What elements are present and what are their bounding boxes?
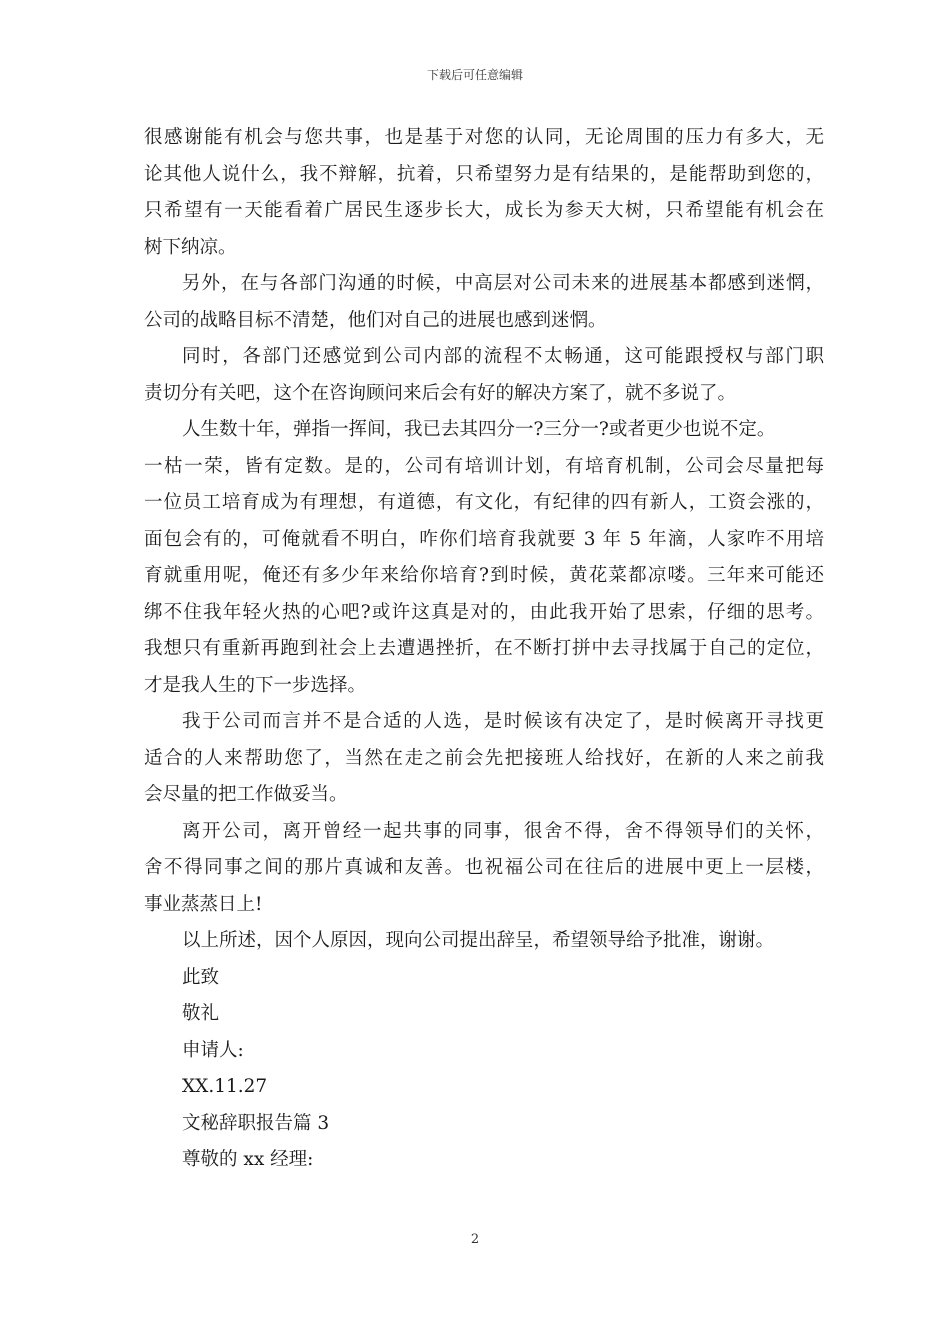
paragraph-line: 树下纳凉。	[144, 236, 237, 258]
paragraph-line: 只希望有一天能看着广居民生逐步长大，成长为参天大树，只希望能有机会在	[144, 200, 824, 221]
paragraph-line: 人生数十年，弹指一挥间，我已去其四分一?三分一?或者更少也说不定。	[182, 419, 776, 440]
paragraph-line: 育就重用呢，俺还有多少年来给你培育?到时候，黄花菜都凉喽。三年来可能还	[144, 565, 824, 586]
paragraph-line: 一枯一荣，皆有定数。是的，公司有培训计划，有培育机制，公司会尽量把每	[144, 455, 824, 477]
paragraph-line: 事业蒸蒸日上!	[144, 893, 263, 915]
page-number: 2	[470, 1232, 480, 1247]
paragraph-line: 以上所述，因个人原因，现向公司提出辞呈，希望领导给予批准，谢谢。	[182, 930, 775, 951]
paragraph-line: 才是我人生的下一步选择。	[144, 674, 367, 696]
paragraph-line: 舍不得同事之间的那片真诚和友善。也祝福公司在往后的进展中更上一层楼，	[144, 857, 824, 878]
paragraph-line: 一位员工培育成为有理想，有道德，有文化，有纪律的四有新人，工资会涨的，	[144, 492, 824, 513]
paragraph-line: 公司的战略目标不清楚，他们对自己的进展也感到迷惘。	[144, 309, 607, 331]
paragraph-line: 离开公司，离开曾经一起共事的同事，很舍不得，舍不得领导们的关怀，	[182, 820, 824, 842]
paragraph-line: 会尽量的把工作做妥当。	[144, 784, 348, 805]
paragraph-line: 我于公司而言并不是合适的人选，是时候该有决定了，是时候离开寻找更	[182, 711, 824, 732]
paragraph-line: 另外，在与各部门沟通的时候，中高层对公司未来的进展基本都感到迷惘，	[182, 273, 824, 294]
paragraph-line: 绑不住我年轻火热的心吧?或许这真是对的，由此我开始了思索，仔细的思考。	[144, 601, 824, 623]
document-body	[144, 120, 824, 1179]
section-title: 文秘辞职报告篇 3	[182, 1112, 330, 1134]
paragraph-line: 我想只有重新再跑到社会上去遭遇挫折，在不断打拼中去寻找属于自己的定位，	[144, 638, 824, 659]
greeting-line: 尊敬的 xx 经理:	[182, 1149, 314, 1170]
paragraph-line: 适合的人来帮助您了，当然在走之前会先把接班人给找好，在新的人来之前我	[144, 747, 824, 769]
paragraph-line: 论其他人说什么，我不辩解，抗着，只希望努力是有结果的，是能帮助到您的，	[144, 163, 824, 185]
paragraph-line: 面包会有的，可俺就看不明白，咋你们培育我就要 3 年 5 年滴，人家咋不用培	[144, 528, 824, 550]
closing-regards: 敬礼	[182, 1003, 220, 1024]
paragraph-line: 很感谢能有机会与您共事，也是基于对您的认同，无论周围的压力有多大，无	[144, 127, 824, 148]
applicant-label: 申请人:	[182, 1039, 244, 1061]
paragraph-line: 责切分有关吧，这个在咨询顾问来后会有好的解决方案了，就不多说了。	[144, 382, 737, 404]
date-line: XX.11.27	[182, 1076, 268, 1097]
closing-salutation: 此致	[182, 966, 220, 988]
page-header: 下载后可任意编辑	[426, 68, 523, 82]
paragraph-line: 同时，各部门还感觉到公司内部的流程不太畅通，这可能跟授权与部门职	[182, 346, 824, 367]
